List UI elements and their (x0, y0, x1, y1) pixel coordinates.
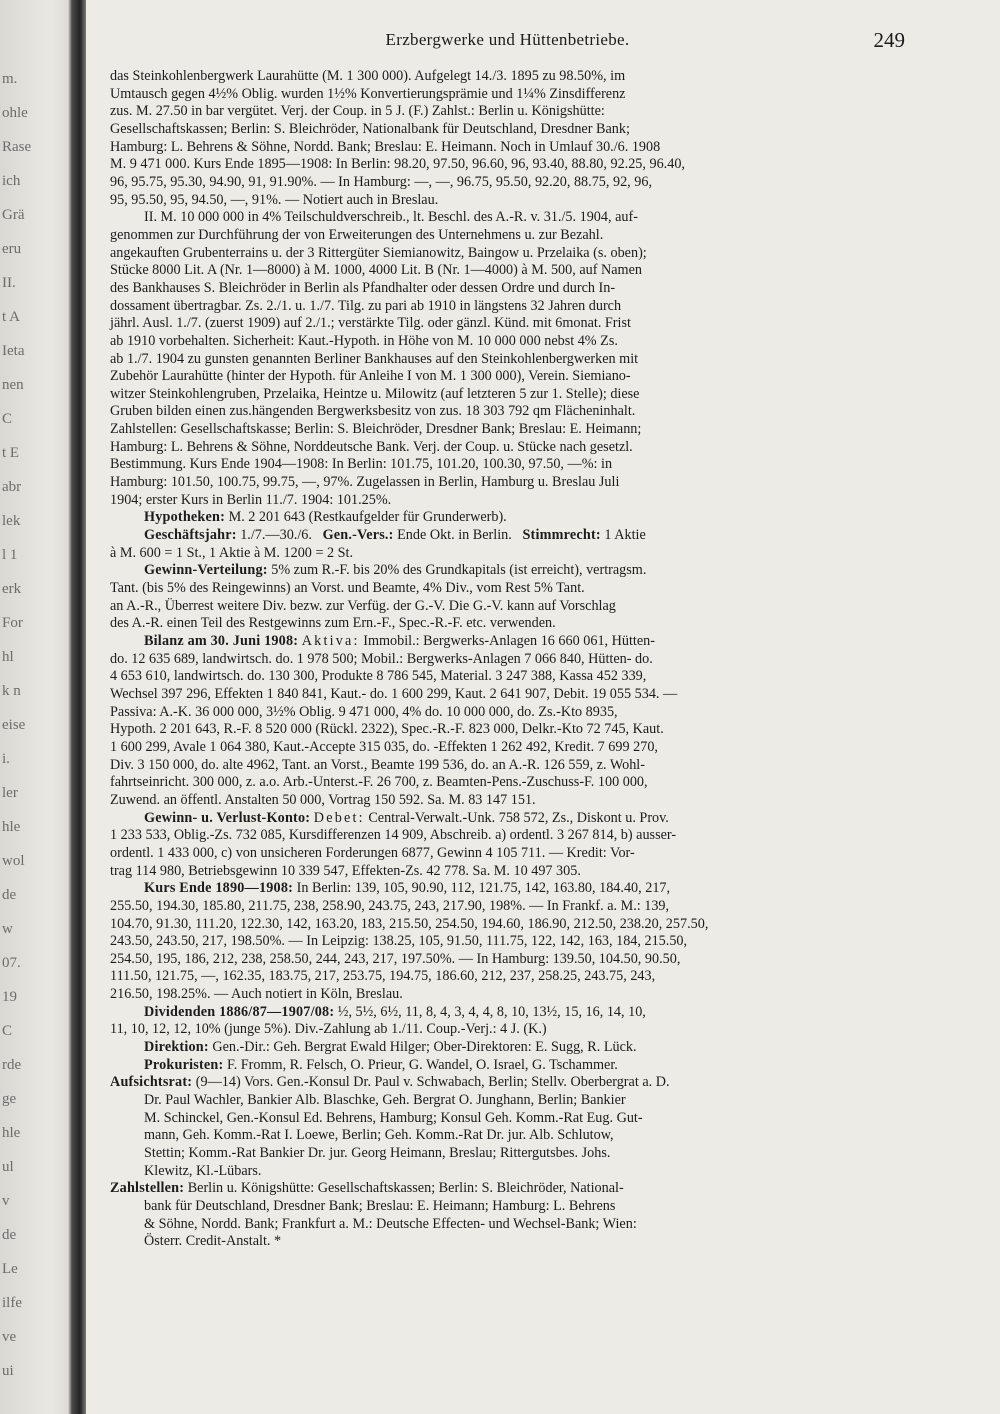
text-line: do. 12 635 689, landwirtsch. do. 1 978 500; Mobil.: Bergwerks-Anlagen 7 066 840, Hütten- do. (110, 650, 653, 667)
page-number: 249 (873, 28, 905, 52)
section-label: Stimmrecht: (522, 527, 601, 544)
margin-fragment: abr (2, 479, 22, 495)
text-line: M. Schinckel, Gen.-Konsul Ed. Behrens, Hamburg; Konsul Geh. Komm.-Rat Eug. Gut- (144, 1109, 643, 1126)
text-line: ab 1./7. 1904 zu gunsten genannten Berliner Bankhauses auf den Steinkohlenbergwerken mit (110, 350, 639, 367)
section-text: Berlin u. Königshütte: Gesellschaftskassen; Berlin: S. Bleichröder, National- (187, 1180, 624, 1197)
margin-fragment: de (2, 1227, 17, 1243)
text-line: Tant. (bis 5% des Reingewinns) an Vorst. und Beamte, 4% Div., vom Rest 5% Tant. (110, 580, 585, 597)
margin-fragment: t A (2, 309, 20, 325)
margin-fragment: 19 (2, 989, 17, 1005)
margin-fragment: 07. (2, 955, 21, 971)
section-kurs (110, 880, 905, 1004)
section-text: ½, 5½, 6½, 11, 8, 4, 3, 4, 4, 8, 10, 13½, 15, 16, 14, 10, (337, 1003, 646, 1020)
text-line: dossament übertragbar. Zs. 2./1. u. 1./7. Tilg. zu pari ab 1910 in längstens 32 Jahren durch (110, 297, 622, 314)
margin-fragment: i. (2, 751, 10, 767)
text-line: 95, 95.50, 95, 94.50, —, 91%. — Notiert auch in Breslau. (110, 191, 439, 208)
section-label: Zahlstellen: (110, 1180, 185, 1197)
text-line: 254.50, 195, 186, 212, 238, 258.50, 244, 243, 217, 197.50%. — In Hamburg: 139.50, 104.50, 90.50, (110, 950, 681, 967)
text-line: angekauften Grubenterrains u. der 3 Rittergüter Siemianowitz, Baingow u. Przelaika (s. oben); (110, 244, 647, 261)
text-line: des Bankhauses S. Bleichröder in Berlin als Pfandhalter oder dessen Ordre und durch In- (110, 279, 616, 296)
section-label: Aufsichtsrat: (110, 1074, 193, 1091)
text-line: Österr. Credit-Anstalt. * (144, 1233, 282, 1250)
margin-fragment: Le (2, 1261, 18, 1277)
text-line: 255.50, 194.30, 185.80, 211.75, 238, 258.90, 243.75, 243, 217.90, 198%. — In Frankf. a. M.: 139, (110, 897, 670, 914)
text-line: bank für Deutschland, Dresdner Bank; Breslau: E. Heimann; Hamburg: L. Behrens (144, 1198, 616, 1214)
text-line: witzer Steinkohlengruben, Przelaika, Heintze u. Milowitz (auf letzteren 5 zur 1. Stelle); diese (110, 385, 640, 402)
section-text: 5% zum R.-F. bis 20% des Grundkapitals (ist erreicht), vertragsm. (271, 562, 647, 579)
text-line: des A.-R. einen Teil des Restgewinns zum Ern.-F., Spec.-R.-F. etc. verwenden. (110, 615, 556, 632)
text-line: 1 600 299, Avale 1 064 380, Kaut.-Accepte 315 035, do. -Effekten 1 262 492, Kredit. 7 699 270, (110, 738, 658, 755)
text-line: ab 1910 vorbehalten. Sicherheit: Kaut.-Hypoth. in Höhe von M. 10 000 000 nebst 4% Zs. (110, 332, 618, 349)
margin-fragment: Ieta (2, 343, 25, 359)
section-text: F. Fromm, R. Felsch, O. Prieur, G. Wandel, O. Israel, G. Tschammer. (226, 1056, 618, 1073)
text-line: das Steinkohlenbergwerk Laurahütte (M. 1 300 000). Aufgelegt 14./3. 1895 zu 98.50%, im (110, 68, 626, 84)
text-line (110, 633, 905, 651)
margin-fragment: nen (2, 377, 24, 393)
section-text: Immobil.: Bergwerks-Anlagen 16 660 061, Hütten- (363, 633, 655, 649)
text-line: Bestimmung. Kurs Ende 1904—1908: In Berlin: 101.75, 101.20, 100.30, 97.50, —%: in (110, 456, 613, 473)
header-title: Erzbergwerke und Hüttenbetriebe. (385, 30, 630, 49)
margin-fragment: ui (2, 1363, 14, 1379)
margin-fragment: For (2, 615, 23, 631)
text-line: Zuwend. an öffentl. Anstalten 50 000, Vortrag 150 592. Sa. M. 83 147 151. (110, 791, 536, 808)
margin-fragment: C (2, 411, 13, 427)
text-line: zus. M. 27.50 in bar vergütet. Verj. der Coup. in 5 J. (F.) Zahlst.: Berlin u. Königshütte: (110, 103, 605, 120)
text-line: fahrtseinricht. 300 000, z. a.o. Arb.-Unterst.-F. 26 700, z. Beamten-Pens.-Zuschuss-F. 100 000, (110, 774, 648, 791)
text-line: Passiva: A.-K. 36 000 000, 3½% Oblig. 9 471 000, 4% do. 10 000 000, do. Zs.-Kto 8935, (110, 703, 618, 720)
section-zahlstellen (110, 1180, 905, 1251)
text-line: Stücke 8000 Lit. A (Nr. 1—8000) à M. 1000, 4000 Lit. B (Nr. 1—4000) à M. 500, auf Namen (110, 262, 642, 279)
page-body (110, 68, 905, 1251)
paragraph-anleihe-ii (110, 209, 905, 509)
text-line: 4 653 610, landwirtsch. do. 130 300, Produkte 8 786 545, Material. 3 247 388, Kassa 452 339, (110, 668, 647, 685)
section-label: Geschäftsjahr: (144, 527, 237, 544)
section-text: Gen.-Dir.: Geh. Bergrat Ewald Hilger; Ober-Direktoren: E. Sugg, R. Lück. (212, 1039, 637, 1056)
text-line: trag 114 980, Betriebsgewinn 10 339 547, Effekten-Zs. 42 778. Sa. M. 10 497 305. (110, 862, 581, 879)
text-line: mann, Geh. Komm.-Rat I. Loewe, Berlin; Geh. Komm.-Rat Dr. jur. Alb. Schlutow, (144, 1127, 614, 1144)
margin-fragment: erk (2, 581, 22, 597)
text-line: Zubehör Laurahütte (hinter der Hypoth. für Anleihe I von M. 1 300 000), Verein. Siemiano- (110, 368, 631, 385)
text-line: Zahlstellen: Gesellschaftskasse; Berlin: S. Bleichröder, Dresdner Bank; Breslau: E. Heimann; (110, 421, 642, 438)
running-header (110, 28, 905, 54)
margin-fragment: ohle (2, 105, 28, 121)
text-line: Wechsel 397 296, Effekten 1 840 841, Kaut.- do. 1 600 299, Kaut. 2 641 907, Debit. 19 055 534. — (110, 685, 678, 702)
margin-fragment: eise (2, 717, 26, 733)
margin-fragment: ge (2, 1091, 17, 1107)
text-line: II. M. 10 000 000 in 4% Teilschuldverschreib., lt. Beschl. des A.-R. v. 31./5. 1904, auf- (144, 209, 638, 226)
margin-fragment: de (2, 887, 17, 903)
section-prokuristen (110, 1057, 905, 1075)
margin-fragment: ilfe (2, 1295, 22, 1311)
section-bilanz (110, 633, 905, 810)
text-line (110, 880, 905, 898)
aktiva-label: Aktiva: (301, 633, 360, 649)
text-line: Dr. Paul Wachler, Bankier Alb. Blaschke, Geh. Bergrat O. Junghann, Berlin; Bankier (144, 1092, 626, 1109)
margin-fragment: ler (2, 785, 18, 801)
margin-fragment: hle (2, 819, 21, 835)
text-line: genommen zur Durchführung der von Erweiterungen des Unternehmens u. zur Bezahl. (110, 226, 604, 243)
text-line: 96, 95.75, 95.30, 94.90, 91, 91.90%. — In Hamburg: —, —, 96.75, 95.50, 92.20, 88.75, 92, 96, (110, 173, 652, 190)
text-line: Hamburg: 101.50, 100.75, 99.75, —, 97%. Zugelassen in Berlin, Hamburg u. Breslau Juli (110, 474, 620, 491)
section-hypotheken (110, 509, 905, 527)
text-line (110, 527, 905, 545)
text-line (110, 1004, 905, 1022)
margin-fragment: m. (2, 71, 18, 87)
text-line: Div. 3 150 000, do. alte 4962, Tant. an Vorst., Beamte 199 536, do. an A.-R. 126 559, z. Wohl- (110, 756, 645, 773)
section-aufsichtsrat (110, 1074, 905, 1180)
margin-fragment: ve (2, 1329, 17, 1345)
margin-fragment: hl (2, 649, 14, 665)
left-margin-bleed-fragments (2, 0, 64, 1414)
section-label: Gewinn- u. Verlust-Konto: (144, 809, 311, 826)
text-line: 243.50, 243.50, 217, 198.50%. — In Leipzig: 138.25, 105, 91.50, 111.75, 122, 142, 163, 184, 215.50, (110, 933, 688, 950)
section-label: Bilanz am 30. Juni 1908: (144, 633, 299, 649)
section-gewinn-konto (110, 810, 905, 881)
text-line: Klewitz, Kl.-Lübars. (144, 1162, 262, 1179)
section-label: Hypotheken: (144, 509, 226, 526)
text-line (110, 810, 905, 828)
text-line: an A.-R., Überrest weitere Div. bezw. zur Verfüg. der G.-V. Die G.-V. kann auf Vorschlag (110, 597, 616, 614)
margin-fragment: II. (2, 275, 16, 291)
text-line: Stettin; Komm.-Rat Bankier Dr. jur. Georg Heimann, Breslau; Rittergutsbes. Johs. (144, 1145, 611, 1162)
margin-fragment: l 1 (2, 547, 18, 563)
text-line: 111.50, 121.75, —, 162.35, 183.75, 217, 253.75, 194.75, 186.60, 212, 237, 258.25, 243.75, 243, (110, 968, 656, 985)
section-label: Dividenden 1886/87—1907/08: (144, 1003, 335, 1020)
section-text: 1./7.—30./6. (240, 527, 312, 544)
margin-fragment: w (2, 921, 13, 937)
text-line: 104.70, 91.30, 111.20, 122.30, 142, 163.20, 183, 215.50, 254.50, 194.60, 186.90, 212.50, 238.20, 257.50, (110, 915, 709, 932)
paragraph-anleihe-i (110, 68, 905, 209)
section-label: Gen.-Vers.: (322, 527, 394, 544)
margin-fragment: hle (2, 1125, 21, 1141)
section-text: Ende Okt. in Berlin. (397, 527, 512, 544)
text-line (110, 1180, 905, 1198)
margin-fragment: t E (2, 445, 20, 461)
text-line (110, 1074, 905, 1092)
text-line: Gruben bilden einen zus.hängenden Bergwerksbesitz von zus. 18 303 792 qm Flächeninhalt. (110, 403, 636, 420)
text-line: Umtausch gegen 4½% Oblig. wurden 1½% Konvertierungsprämie und 1¼% Zinsdifferenz (110, 85, 626, 102)
section-label: Gewinn-Verteilung: (144, 562, 268, 579)
section-text: (9—14) Vors. Gen.-Konsul Dr. Paul v. Schwabach, Berlin; Stellv. Oberbergrat a. D. (195, 1074, 670, 1091)
text-line: Gesellschaftskassen; Berlin: S. Bleichröder, Nationalbank für Deutschland, Dresdner Bank; (110, 120, 630, 137)
margin-fragment: v (2, 1193, 10, 1209)
text-line: 1 233 533, Oblig.-Zs. 732 085, Kursdifferenzen 14 909, Abschreib. a) ordentl. 3 267 814, b) ausser- (110, 827, 677, 844)
text-line: à M. 600 = 1 St., 1 Aktie à M. 1200 = 2 St. (110, 544, 354, 561)
section-dividenden (110, 1004, 905, 1039)
text-line: jährl. Ausl. 1./7. (zuerst 1909) auf 2./1.; verstärkte Tilg. oder gänzl. Künd. mit 6monat. Frist (110, 315, 631, 332)
text-line: 11, 10, 12, 12, 10% (junge 5%). Div.-Zahlung ab 1./11. Coup.-Verj.: 4 J. (K.) (110, 1021, 547, 1038)
margin-fragment: k n (2, 683, 21, 699)
margin-fragment: Grä (2, 207, 25, 223)
text-line: 1904; erster Kurs in Berlin 11./7. 1904: 101.25%. (110, 491, 392, 508)
margin-fragment: rde (2, 1057, 22, 1073)
section-text: Central-Verwalt.-Unk. 758 572, Zs., Diskont u. Prov. (368, 809, 669, 826)
section-label: Prokuristen: (144, 1056, 224, 1073)
section-gewinn-verteilung (110, 562, 905, 633)
text-line: Hypoth. 2 201 643, R.-F. 8 520 000 (Rückl. 2322), Spec.-R.-F. 823 000, Delkr.-Kto 72 745, Kaut. (110, 721, 664, 738)
section-geschaeftsjahr (110, 527, 905, 562)
margin-fragment: ich (2, 173, 21, 189)
margin-fragment: Rase (2, 139, 32, 155)
text-line: Hamburg: L. Behrens & Söhne, Norddeutsche Bank. Verj. der Coup. u. Stücke nach gesetzl. (110, 438, 633, 455)
text-line: & Söhne, Nordd. Bank; Frankfurt a. M.: Deutsche Effecten- und Wechsel-Bank; Wien: (144, 1215, 637, 1232)
section-label: Kurs Ende 1890—1908: (144, 880, 294, 897)
text-line (110, 562, 905, 580)
section-direktion (110, 1039, 905, 1057)
section-label: Direktion: (144, 1039, 209, 1056)
text-line: Hamburg: L. Behrens & Söhne, Nordd. Bank; Breslau: E. Heimann. Noch in Umlauf 30./6. 1908 (110, 138, 661, 155)
text-line: ordentl. 1 433 000, c) von unsicheren Forderungen 6877, Gewinn 4 105 711. — Kredit: Vor- (110, 844, 635, 861)
margin-fragment: ul (2, 1159, 14, 1175)
margin-fragment: lek (2, 513, 21, 529)
margin-fragment: C (2, 1023, 13, 1039)
text-line: M. 9 471 000. Kurs Ende 1895—1908: In Berlin: 98.20, 97.50, 96.60, 96, 93.40, 88.80, 92.25, 96.40, (110, 156, 685, 173)
margin-fragment: wol (2, 853, 25, 869)
margin-fragment: eru (2, 241, 22, 257)
section-text: 1 Aktie (604, 527, 646, 544)
section-text: M. 2 201 643 (Restkaufgelder für Grunderwerb). (228, 509, 507, 526)
debet-label: Debet: (313, 809, 365, 826)
section-text: In Berlin: 139, 105, 90.90, 112, 121.75, 142, 163.80, 184.40, 217, (296, 880, 671, 897)
text-line: 216.50, 198.25%. — Auch notiert in Köln, Breslau. (110, 986, 403, 1003)
